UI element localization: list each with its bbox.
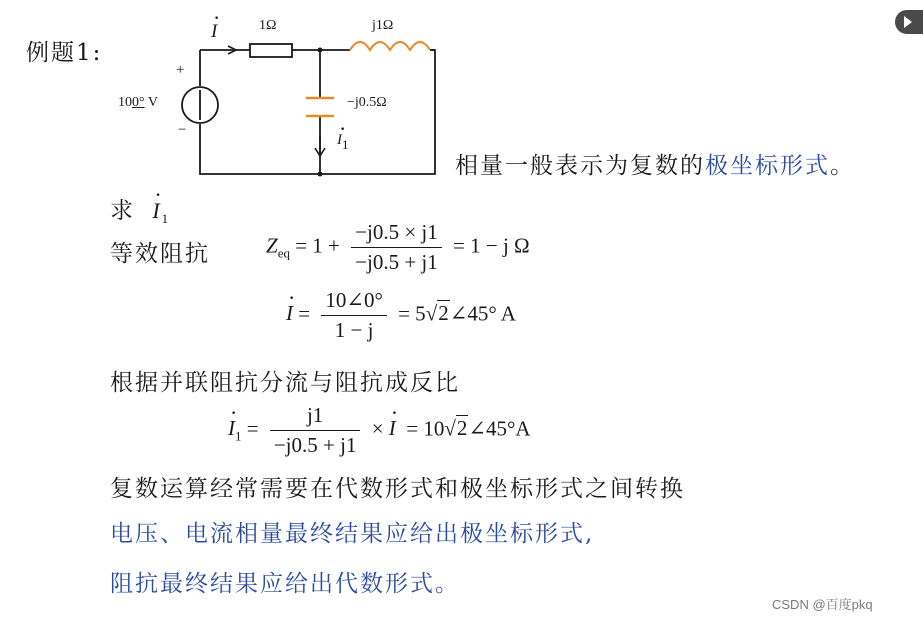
eq-impedance-label: 等效阻抗 (110, 241, 210, 267)
branch-current-sub: 1 (342, 137, 349, 152)
circuit-diagram (110, 14, 450, 184)
plus-sign: + (176, 62, 185, 78)
eq3-eq-sign: = (246, 416, 259, 441)
eq3-times: × (371, 416, 384, 441)
eq2-lhs-var: · I (286, 301, 293, 326)
find-var: · I (152, 198, 161, 224)
equation-impedance (266, 220, 530, 275)
eq2-numerator: 10∠0° (321, 288, 387, 316)
eq3-lhs-var: · I (228, 416, 235, 441)
source-angle: 0° (132, 95, 145, 110)
eq1-numerator: −j0.5 × j1 (351, 220, 442, 248)
current-divider-rule: 根据并联阻抗分流与阻抗成反比 (110, 370, 460, 396)
eq2-sqrt-arg: 2 (438, 301, 449, 326)
eq3-times-var: · I (389, 416, 396, 441)
example-label: 例题1: (26, 40, 103, 66)
resistor (250, 44, 292, 57)
eq2-rhs-post: ∠45° A (449, 301, 516, 326)
minus-sign: − (178, 122, 187, 138)
side-panel-toggle[interactable] (895, 10, 923, 34)
capacitor-label: −j0.5Ω (347, 95, 387, 110)
eq3-rhs-pre: = 10 (406, 416, 445, 441)
eq3-numerator: j1 (270, 403, 361, 431)
conversion-note: 复数运算经常需要在代数形式和极坐标形式之间转换 (110, 476, 685, 502)
eq3-rhs-post: ∠45°A (468, 416, 531, 441)
conclusion-line-1: 电压、电流相量最终结果应给出极坐标形式, (110, 521, 595, 547)
note-highlight: 极坐标形式 (705, 153, 830, 179)
eq2-denominator: 1 − j (334, 318, 374, 342)
equation-branch-current: · $I_1$ = $\frac{j1}{-j0.5 + j1}$ × · I = 10√2∠45°A (228, 403, 531, 458)
source-unit: V (147, 95, 158, 110)
circuit-current-symbol: · I (211, 21, 217, 43)
eq3-denominator: −j0.5 + j1 (273, 433, 357, 457)
eq1-denominator: −j0.5 + j1 (355, 250, 438, 274)
eq1-eq-sign: = 1 + (295, 233, 340, 258)
branch-current-arrow (315, 136, 325, 156)
eq3-sqrt-arg: 2 (456, 416, 468, 441)
find-line (110, 192, 170, 227)
eq2-rhs-pre: = 5 (398, 301, 426, 326)
find-sub: 1 (161, 211, 171, 226)
equation-current: · I = $\frac{10\angle 0^\circ}{1 - j}$ = 5√2∠45° A (286, 288, 516, 343)
eq2-eq-sign: = (298, 301, 311, 326)
eq1-lhs-sub: eq (277, 245, 290, 261)
note-suffix: 。 (830, 153, 855, 179)
eq3-lhs-sub: 1 (235, 428, 242, 444)
inductor (350, 42, 430, 50)
source-label (118, 95, 158, 111)
conclusion-line-2: 阻抗最终结果应给出代数形式。 (110, 571, 460, 597)
eq1-lhs-var: Z (266, 233, 278, 258)
note-prefix: 相量一般表示为复数的 (455, 153, 705, 179)
eq1-rhs: = 1 − j Ω (453, 233, 530, 258)
inductor-label: j1Ω (372, 18, 394, 33)
branch-current-symbol: · I (337, 132, 342, 149)
source-value: 10 (118, 95, 132, 110)
watermark: CSDN @百度pkq (772, 597, 873, 612)
phasor-note (455, 147, 855, 180)
capacitor (306, 98, 334, 116)
find-label: 求 (110, 198, 135, 224)
resistor-label: 1Ω (259, 18, 277, 33)
